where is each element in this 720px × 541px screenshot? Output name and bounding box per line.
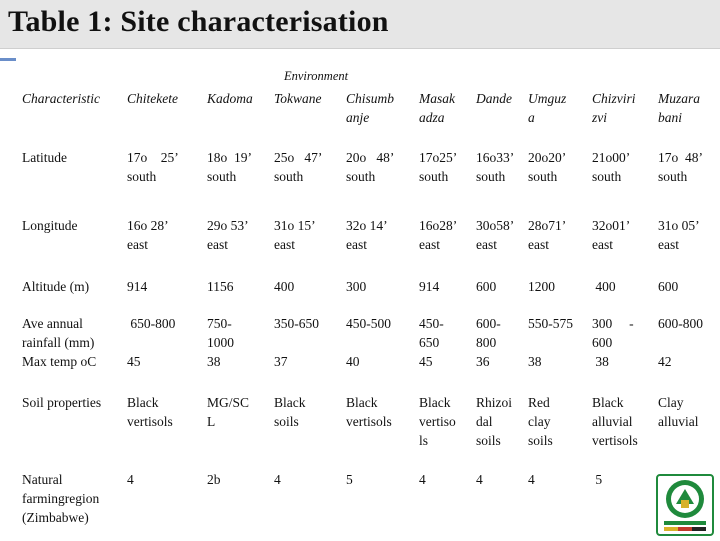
header-characteristic: Characteristic	[22, 91, 100, 106]
farming-region-umguza: 4	[528, 472, 535, 487]
longitude-masakadza: 16o28’ east	[419, 218, 458, 252]
rainfall-temp-umguza: 550-575 38	[528, 316, 573, 369]
latitude-chizvirizvi: 21o00’ south	[592, 150, 631, 184]
header-chisumbanje: Chisumb anje	[346, 91, 395, 125]
header-muzarabani: Muzara bani	[658, 91, 701, 125]
rainfall-temp-kadoma: 750- 1000 38	[207, 316, 234, 369]
row-label-rainfall-temp: Ave annual rainfall (mm) Max temp oC	[22, 316, 97, 369]
rainfall-temp-muzarabani: 600-800 42	[658, 316, 703, 369]
latitude-tokwane: 25o 47’ south	[274, 150, 323, 184]
row-label-farming-region: Natural farmingregion (Zimbabwe)	[22, 472, 100, 525]
altitude-muzarabani: 600	[658, 279, 679, 294]
rainfall-temp-chitekete: 650-800 45	[127, 316, 176, 369]
farming-region-kadoma: 2b	[207, 472, 221, 487]
latitude-umguza: 20o20’ south	[528, 150, 567, 184]
row-label-altitude: Altitude (m)	[22, 279, 90, 294]
soil-kadoma: MG/SC L	[207, 395, 250, 429]
altitude-kadoma: 1156	[207, 279, 234, 294]
soil-masakadza: Black vertiso ls	[419, 395, 456, 448]
rainfall-temp-dande: 600- 800 36	[476, 316, 501, 369]
header-dande: Dande	[476, 91, 512, 106]
header-chizvirizvi: Chizviri zvi	[592, 91, 636, 125]
header-tokwane: Tokwane	[274, 91, 322, 106]
header-kadoma: Kadoma	[207, 91, 253, 106]
soil-muzarabani: Clay alluvial	[658, 395, 699, 429]
soil-dande: Rhizoi dal soils	[476, 395, 512, 448]
header-masakadza: Masak adza	[419, 91, 455, 125]
university-crest-icon	[656, 474, 714, 536]
row-label-longitude: Longitude	[22, 218, 78, 233]
row-label-latitude: Latitude	[22, 150, 67, 165]
row-label-soil: Soil properties	[22, 395, 102, 410]
longitude-muzarabani: 31o 05’ east	[658, 218, 700, 252]
longitude-chitekete: 16o 28’ east	[127, 218, 169, 252]
altitude-masakadza: 914	[419, 279, 440, 294]
page-title: Table 1: Site characterisation	[8, 5, 389, 38]
altitude-chitekete: 914	[127, 279, 148, 294]
environment-header: Environment	[284, 69, 349, 83]
soil-tokwane: Black soils	[274, 395, 306, 429]
farming-region-chisumbanje: 5	[346, 472, 353, 487]
header-umguza: Umguz a	[528, 91, 567, 125]
farming-region-masakadza: 4	[419, 472, 426, 487]
latitude-muzarabani: 17o 48’ south	[658, 150, 703, 184]
soil-chisumbanje: Black vertisols	[346, 395, 392, 429]
altitude-dande: 600	[476, 279, 497, 294]
farming-region-chitekete: 4	[127, 472, 134, 487]
altitude-chisumbanje: 300	[346, 279, 367, 294]
soil-umguza: Red clay soils	[528, 395, 553, 448]
farming-region-dande: 4	[476, 472, 483, 487]
longitude-chizvirizvi: 32o01’ east	[592, 218, 631, 252]
header-chitekete: Chitekete	[127, 91, 178, 106]
latitude-chisumbanje: 20o 48’ south	[346, 150, 395, 184]
latitude-dande: 16o33’ south	[476, 150, 515, 184]
longitude-kadoma: 29o 53’ east	[207, 218, 249, 252]
rainfall-temp-chisumbanje: 450-500 40	[346, 316, 391, 369]
farming-region-tokwane: 4	[274, 472, 281, 487]
title-bar	[0, 0, 720, 49]
rainfall-temp-masakadza: 450- 650 45	[419, 316, 444, 369]
longitude-umguza: 28o71’ east	[528, 218, 567, 252]
altitude-chizvirizvi: 400	[592, 279, 616, 294]
rainfall-temp-chizvirizvi: 300 - 600 38	[592, 316, 634, 369]
longitude-tokwane: 31o 15’ east	[274, 218, 316, 252]
longitude-dande: 30o58’ east	[476, 218, 515, 252]
latitude-masakadza: 17o25’ south	[419, 150, 458, 184]
latitude-chitekete: 17o 25’ south	[127, 150, 179, 184]
farming-region-chizvirizvi: 5	[592, 472, 603, 487]
longitude-chisumbanje: 32o 14’ east	[346, 218, 388, 252]
altitude-umguza: 1200	[528, 279, 555, 294]
rainfall-temp-tokwane: 350-650 37	[274, 316, 319, 369]
latitude-kadoma: 18o 19’ south	[207, 150, 252, 184]
soil-chitekete: Black vertisols	[127, 395, 173, 429]
soil-chizvirizvi: Black alluvial vertisols	[592, 395, 638, 448]
altitude-tokwane: 400	[274, 279, 295, 294]
accent-line	[0, 58, 16, 61]
